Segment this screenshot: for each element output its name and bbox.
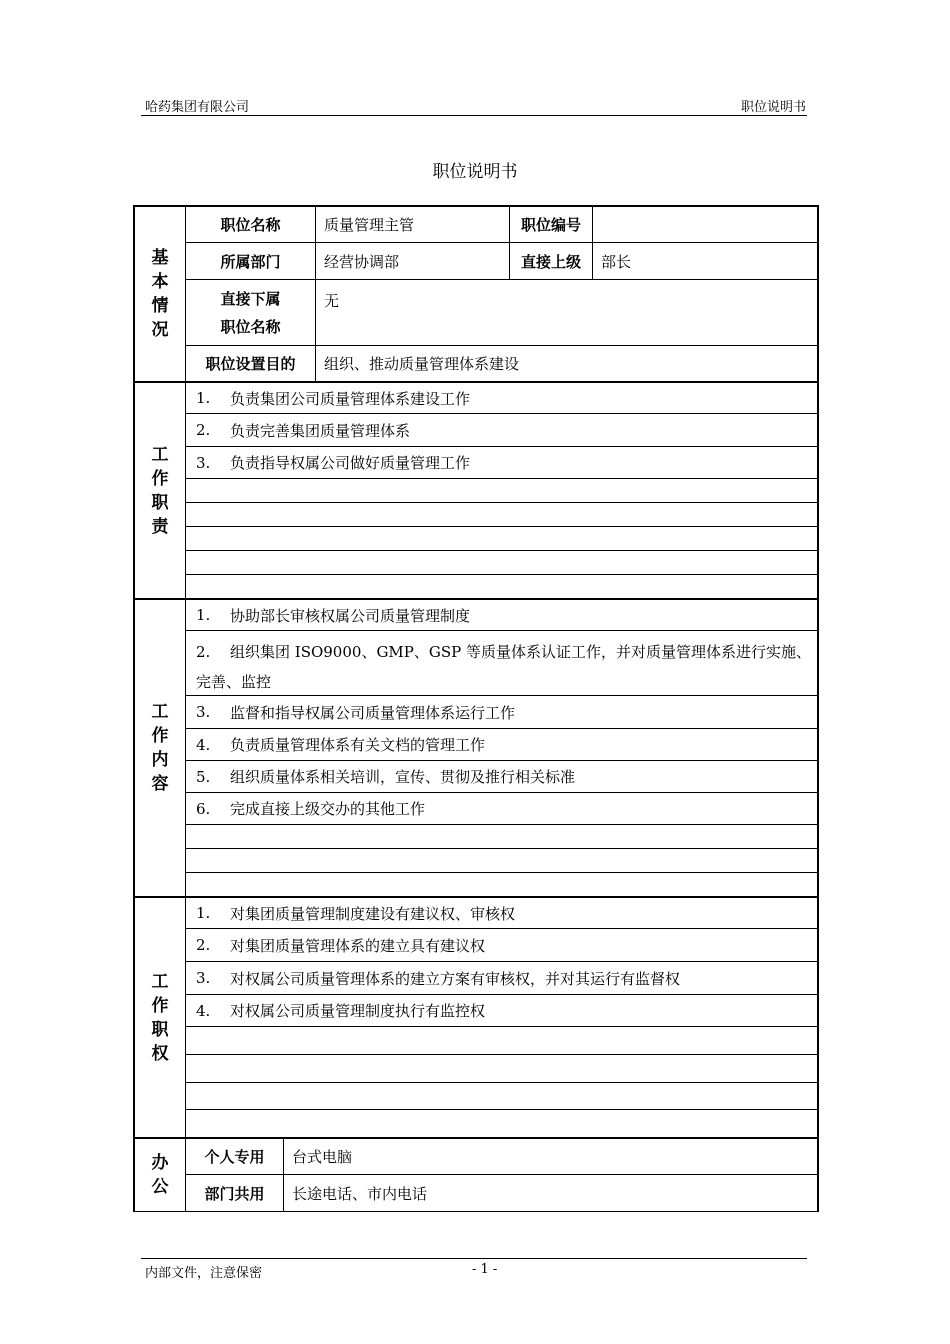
footer-note: 内部文件，注意保密 xyxy=(145,1266,263,1281)
shared-use-label-text: 部门共用 xyxy=(204,1184,265,1203)
list-item xyxy=(186,447,817,479)
page-number: - 1 - xyxy=(472,1262,498,1277)
empty-row xyxy=(186,873,817,896)
item-number: 1. xyxy=(196,389,211,407)
empty-row xyxy=(186,479,817,503)
item-text: 对权属公司质量管理制度执行有监控权 xyxy=(230,1002,486,1020)
empty-row xyxy=(186,527,817,551)
personal-use-value xyxy=(284,1139,817,1175)
shared-use-text: 长途电话、市内电话 xyxy=(292,1184,428,1203)
item-number: 5. xyxy=(196,767,211,786)
item-text: 对集团质量管理制度建设有建议权、审核权 xyxy=(230,904,516,923)
position-code-label xyxy=(510,207,593,243)
item-text: 对权属公司质量管理体系的建立方案有审核权，并对其运行有监督权 xyxy=(230,969,681,988)
item-text: 组织质量体系相关培训，宣传、贯彻及推行相关标准 xyxy=(230,768,576,786)
section-authority xyxy=(133,896,819,1139)
purpose-text: 组织、推动质量管理体系建设 xyxy=(324,355,520,373)
department-label-text: 所属部门 xyxy=(220,252,281,271)
document-title: 职位说明书 xyxy=(432,162,518,182)
list-item xyxy=(186,761,817,793)
subordinate-label-line2: 职位名称 xyxy=(220,317,281,336)
purpose-label xyxy=(186,346,316,381)
content-list xyxy=(186,600,817,896)
list-item xyxy=(186,962,817,995)
position-code-value xyxy=(593,207,817,243)
superior-label-text: 直接上级 xyxy=(520,252,581,271)
item-text: 完成直接上级交办的其他工作 xyxy=(230,800,426,818)
position-name-value xyxy=(316,207,510,243)
item-text: 负责质量管理体系有关文档的管理工作 xyxy=(230,736,486,754)
item-number: 2. xyxy=(196,643,211,661)
list-item xyxy=(186,600,817,631)
list-item xyxy=(186,383,817,414)
section-label-duties: 工作职责 xyxy=(151,444,169,537)
item-number: 4. xyxy=(196,1001,211,1020)
list-item xyxy=(186,729,817,761)
header-company: 哈药集团有限公司 xyxy=(145,100,250,115)
purpose-label-text: 职位设置目的 xyxy=(205,355,296,373)
item-text: 协助部长审核权属公司质量管理制度 xyxy=(230,606,471,625)
section-office xyxy=(133,1137,819,1212)
superior-text: 部长 xyxy=(601,252,632,271)
shared-use-label xyxy=(186,1175,284,1211)
list-item xyxy=(186,929,817,962)
department-text: 经营协调部 xyxy=(324,252,400,271)
item-number: 4. xyxy=(196,735,211,754)
empty-row xyxy=(186,825,817,849)
department-value xyxy=(316,243,510,280)
item-text: 对集团质量管理体系的建立具有建议权 xyxy=(230,936,486,955)
header-doc-type: 职位说明书 xyxy=(740,100,806,115)
item-number: 3. xyxy=(196,703,211,721)
item-number: 1. xyxy=(196,606,211,624)
position-name-text: 质量管理主管 xyxy=(324,216,415,234)
item-number: 1. xyxy=(196,904,211,922)
header-divider xyxy=(141,115,807,116)
personal-use-label xyxy=(186,1139,284,1175)
subordinate-value xyxy=(316,280,817,346)
personal-use-label-text: 个人专用 xyxy=(204,1148,265,1166)
shared-use-value xyxy=(284,1175,817,1211)
empty-row xyxy=(186,1083,817,1110)
department-label xyxy=(186,243,316,280)
item-number: 3. xyxy=(196,453,211,472)
section-label-cell xyxy=(135,898,186,1137)
subordinate-label xyxy=(186,280,316,346)
purpose-value xyxy=(316,346,817,381)
footer-divider xyxy=(141,1258,807,1259)
item-text: 负责集团公司质量管理体系建设工作 xyxy=(230,389,471,408)
item-number: 3. xyxy=(196,969,211,987)
list-item xyxy=(186,414,817,447)
section-label-cell xyxy=(135,207,186,381)
item-number: 6. xyxy=(196,799,211,818)
subordinate-label-line1: 直接下属 xyxy=(220,289,281,308)
personal-use-text: 台式电脑 xyxy=(292,1148,353,1166)
item-text: 负责指导权属公司做好质量管理工作 xyxy=(230,454,471,472)
section-label-content: 工作内容 xyxy=(151,702,169,794)
section-label-office: 办公 xyxy=(151,1153,169,1197)
duties-list xyxy=(186,383,817,598)
item-text: 负责完善集团质量管理体系 xyxy=(230,421,411,440)
item-text: 监督和指导权属公司质量管理体系运行工作 xyxy=(230,703,516,722)
item-text: 组织集团 ISO9000、GMP、GSP 等质量体系认证工作，并对质量管理体系进行实施、完善、监控 xyxy=(196,643,811,691)
superior-value xyxy=(593,243,817,280)
empty-row xyxy=(186,551,817,575)
position-name-label xyxy=(186,207,316,243)
section-basic-info xyxy=(133,205,819,383)
empty-row xyxy=(186,1110,817,1137)
list-item xyxy=(186,696,817,729)
subordinate-text: 无 xyxy=(324,292,340,310)
section-label-basic: 基本情况 xyxy=(151,248,169,340)
section-work-content xyxy=(133,598,819,898)
section-label-cell xyxy=(135,600,186,896)
section-duties xyxy=(133,381,819,600)
section-label-cell xyxy=(135,383,186,598)
position-name-label-text: 职位名称 xyxy=(220,216,281,234)
item-number: 2. xyxy=(196,421,211,439)
authority-list xyxy=(186,898,817,1137)
empty-row xyxy=(186,1055,817,1083)
list-item xyxy=(186,995,817,1027)
section-label-authority: 工作职权 xyxy=(151,971,169,1064)
empty-row xyxy=(186,575,817,598)
item-number: 2. xyxy=(196,936,211,954)
list-item xyxy=(186,631,817,696)
list-item xyxy=(186,898,817,929)
position-code-label-text: 职位编号 xyxy=(520,216,581,234)
superior-label xyxy=(510,243,593,280)
empty-row xyxy=(186,1027,817,1055)
list-item xyxy=(186,793,817,825)
empty-row xyxy=(186,503,817,527)
empty-row xyxy=(186,849,817,873)
section-label-cell xyxy=(135,1139,186,1211)
